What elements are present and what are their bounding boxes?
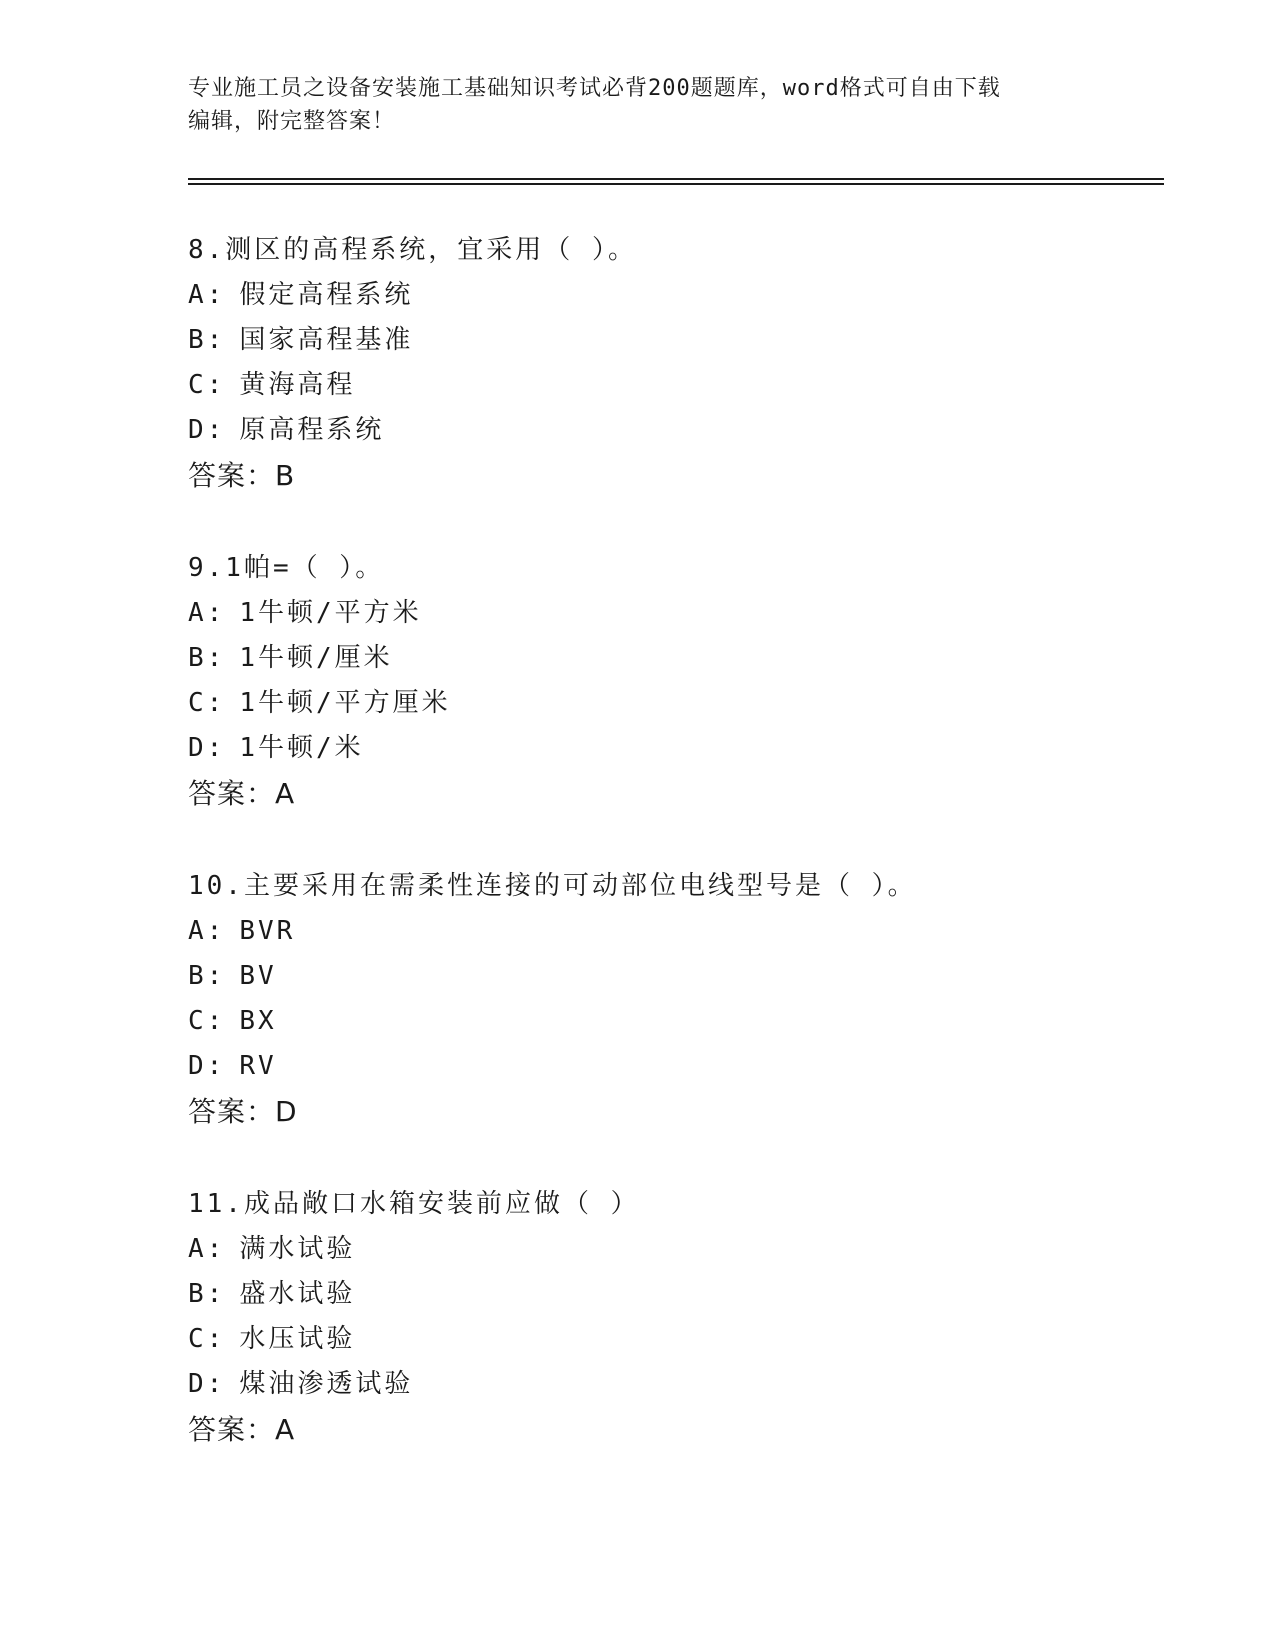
option-letter: C:	[188, 688, 226, 718]
answer-label: 答案：B	[188, 459, 296, 492]
option-letter: B:	[188, 643, 226, 673]
option-text: 假定高程系统	[239, 280, 414, 310]
option-text: RV	[239, 1051, 277, 1081]
option-text: 水压试验	[239, 1324, 356, 1354]
option-d	[188, 1362, 1188, 1407]
option-text: 1牛顿/平方米	[239, 598, 422, 628]
option-text: 1牛顿/米	[239, 733, 364, 763]
option-letter: A:	[188, 916, 226, 946]
option-a	[188, 909, 1188, 954]
option-letter: D:	[188, 1369, 226, 1399]
answer-label: 答案：A	[188, 777, 296, 810]
question-11	[188, 1182, 1188, 1452]
option-text: 煤油渗透试验	[239, 1369, 414, 1399]
option-letter: B:	[188, 325, 226, 355]
option-letter: A:	[188, 598, 226, 628]
question-stem: 9.1帕=（ ）。	[188, 553, 385, 583]
option-text: 1牛顿/平方厘米	[239, 688, 451, 718]
option-b	[188, 954, 1188, 999]
option-b	[188, 1272, 1188, 1317]
answer-label: 答案：A	[188, 1413, 296, 1446]
option-text: 黄海高程	[239, 370, 356, 400]
option-text: BVR	[239, 916, 296, 946]
option-letter: D:	[188, 733, 226, 763]
option-b	[188, 318, 1188, 363]
option-c	[188, 999, 1188, 1044]
option-c	[188, 363, 1188, 408]
option-letter: C:	[188, 1324, 226, 1354]
option-letter: A:	[188, 1234, 226, 1264]
header-line-2: 编辑，附完整答案！	[188, 109, 396, 134]
option-c	[188, 1317, 1188, 1362]
option-text: 原高程系统	[239, 415, 385, 445]
option-a	[188, 1227, 1188, 1272]
option-text: 国家高程基准	[239, 325, 414, 355]
answer-label: 答案：D	[188, 1095, 298, 1128]
document-header	[188, 72, 1088, 138]
option-letter: C:	[188, 1006, 226, 1036]
option-text: BV	[239, 961, 277, 991]
question-9	[188, 546, 1188, 816]
option-letter: A:	[188, 280, 226, 310]
option-a	[188, 273, 1188, 318]
question-8	[188, 228, 1188, 498]
option-text: 满水试验	[239, 1234, 356, 1264]
option-c	[188, 681, 1188, 726]
option-d	[188, 726, 1188, 771]
question-stem: 8.测区的高程系统，宜采用（ ）。	[188, 235, 637, 265]
option-letter: B:	[188, 961, 226, 991]
option-a	[188, 591, 1188, 636]
option-text: 1牛顿/厘米	[239, 643, 393, 673]
header-divider-top	[188, 178, 1164, 180]
option-text: BX	[239, 1006, 277, 1036]
option-d	[188, 408, 1188, 453]
option-letter: D:	[188, 1051, 226, 1081]
option-d	[188, 1044, 1188, 1089]
option-letter: B:	[188, 1279, 226, 1309]
question-stem: 10.主要采用在需柔性连接的可动部位电线型号是（ ）。	[188, 871, 917, 901]
question-10	[188, 864, 1188, 1134]
header-line-1: 专业施工员之设备安装施工基础知识考试必背200题题库，word格式可自由下载	[188, 76, 1001, 101]
option-text: 盛水试验	[239, 1279, 356, 1309]
option-letter: D:	[188, 415, 226, 445]
header-divider-bottom	[188, 183, 1164, 185]
option-b	[188, 636, 1188, 681]
option-letter: C:	[188, 370, 226, 400]
question-stem: 11.成品敞口水箱安装前应做（ ）	[188, 1189, 640, 1219]
